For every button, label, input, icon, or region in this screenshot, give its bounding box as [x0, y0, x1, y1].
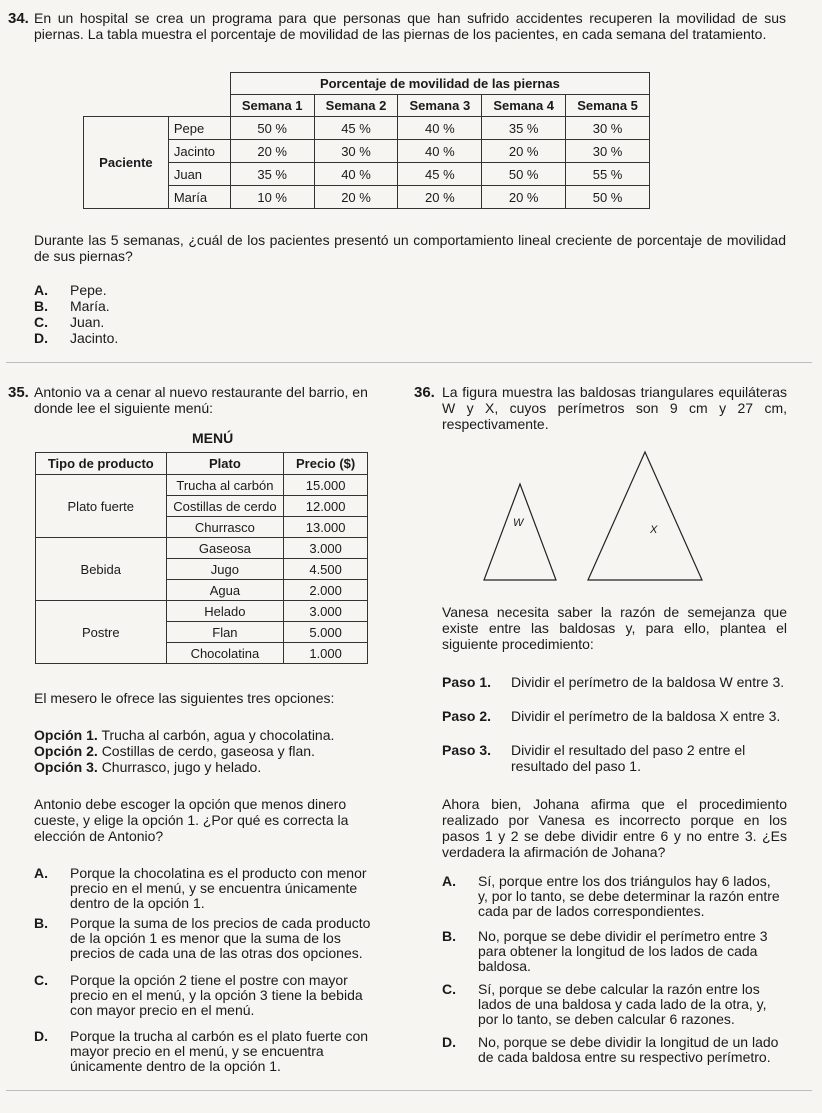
option-text: No, porque se debe dividir el perímetro entre 3 para obtener la longitud de los lados de cada baldosa. — [478, 928, 768, 974]
option-letter: B. — [34, 298, 48, 314]
patient-name: Juan — [168, 163, 230, 186]
triangle-x-label: X — [650, 524, 658, 536]
option-34-d[interactable] — [34, 331, 334, 346]
week-header: Semana 5 — [566, 95, 650, 117]
option-letter: B. — [442, 928, 456, 944]
dish-name: Chocolatina — [166, 643, 284, 664]
option-letter: A. — [34, 865, 48, 881]
option-35-c[interactable] — [34, 973, 379, 1019]
offer-label: Opción 2. — [34, 743, 98, 759]
step-text: Dividir el perímetro de la baldosa W entre 3. — [511, 674, 785, 690]
dish-price: 1.000 — [284, 643, 368, 664]
dish-name: Costillas de cerdo — [166, 496, 284, 517]
step-label: Paso 3. — [442, 742, 492, 758]
table-cell: 35 % — [482, 117, 566, 140]
option-36-d[interactable] — [442, 1035, 787, 1081]
option-text: Porque la trucha al carbón es el plato fuerte con mayor precio en el menú, y se encuentra únicamente dentro de la opción 1. — [70, 1028, 369, 1074]
triangle-w-label: W — [513, 517, 524, 529]
dish-name: Gaseosa — [166, 538, 284, 559]
table-cell: 20 % — [230, 140, 314, 163]
dish-price: 13.000 — [284, 517, 368, 538]
question-36-number: 36. — [414, 384, 435, 401]
dish-price: 3.000 — [284, 538, 368, 559]
table-cell: 30 % — [314, 140, 398, 163]
table-cell: 55 % — [566, 163, 650, 186]
table-row — [36, 475, 368, 496]
table-cell: 50 % — [482, 163, 566, 186]
table-cell: 30 % — [566, 117, 650, 140]
dish-name: Trucha al carbón — [166, 475, 284, 496]
table-cell: 30 % — [566, 140, 650, 163]
option-letter: D. — [34, 330, 48, 346]
triangle-w — [484, 484, 556, 580]
waiter-text: El mesero le ofrece las siguientes tres opciones: — [34, 690, 335, 706]
option-36-b[interactable] — [442, 929, 787, 975]
option-text: No, porque se debe dividir la longitud de un lado de cada baldosa entre su respectivo perímetro. — [478, 1034, 779, 1065]
option-35-b[interactable] — [34, 916, 379, 962]
question-34-number: 34. — [8, 10, 29, 27]
table-cell: 20 % — [398, 186, 482, 209]
option-36-c[interactable] — [442, 982, 787, 1028]
offer-text: Churrasco, jugo y helado. — [101, 759, 262, 775]
week-header: Semana 3 — [398, 95, 482, 117]
table-cell: 35 % — [230, 163, 314, 186]
option-text: Sí, porque entre los dos triángulos hay 6 lados, y, por lo tanto, se debe determinar la razón entre cada par de lados correspondientes. — [478, 873, 780, 919]
table-cell: 40 % — [398, 140, 482, 163]
option-letter: C. — [34, 972, 48, 988]
table-row — [84, 163, 650, 186]
dish-price: 4.500 — [284, 559, 368, 580]
option-35-a[interactable] — [34, 866, 379, 912]
offer-label: Opción 3. — [34, 759, 98, 775]
table-cell: 20 % — [482, 140, 566, 163]
dish-price: 15.000 — [284, 475, 368, 496]
step-text: Dividir el perímetro de la baldosa X entre 3. — [511, 708, 781, 724]
dish-price: 12.000 — [284, 496, 368, 517]
product-type: Postre — [36, 601, 167, 664]
question-34-prompt: Durante las 5 semanas, ¿cuál de los pacientes presentó un comportamiento lineal creciente de porcentaje de movilidad de sus piernas? — [34, 232, 786, 264]
table-row — [84, 186, 650, 209]
dish-name: Helado — [166, 601, 284, 622]
menu-header: Plato — [166, 453, 284, 475]
option-text: Juan. — [70, 314, 105, 330]
question-36-prompt: Ahora bien, Johana afirma que el procedimiento realizado por Vanesa es incorrecto porque en los pasos 1 y 2 se debe dividir entre 6 y no entre 3. ¿Es verdadera la afirmación de Johana? — [442, 796, 787, 860]
table-cell: 50 % — [230, 117, 314, 140]
table-cell: 45 % — [314, 117, 398, 140]
option-letter: B. — [34, 915, 48, 931]
dish-name: Agua — [166, 580, 284, 601]
question-34-intro: En un hospital se crea un programa para que personas que han sufrido accidentes recuperen la movilidad de sus piernas. La tabla muestra el porcentaje de movilidad de las piernas de los pacientes, en cada semana del tratamiento. — [34, 10, 786, 42]
menu-header: Precio ($) — [284, 453, 368, 475]
offer-text: Costillas de cerdo, gaseosa y flan. — [101, 743, 315, 759]
option-34-c[interactable] — [34, 315, 334, 330]
option-text: Sí, porque se debe calcular la razón entre los lados de una baldosa y cada lado de la otra, y, por lo tanto, se deben calcular 6 razones. — [478, 981, 767, 1027]
option-34-b[interactable] — [34, 299, 334, 314]
option-text: Pepe. — [70, 282, 107, 298]
table-cell: 10 % — [230, 186, 314, 209]
table-row — [84, 117, 650, 140]
table-cell: 40 % — [314, 163, 398, 186]
dish-name: Jugo — [166, 559, 284, 580]
table-cell: 40 % — [398, 117, 482, 140]
section-divider — [6, 362, 812, 363]
table-cell: 45 % — [398, 163, 482, 186]
option-letter: D. — [442, 1034, 456, 1050]
procedure-intro: Vanesa necesita saber la razón de semejanza que existe entre las baldosas y, para ello, plantea el siguiente procedimiento: — [442, 604, 787, 652]
option-letter: A. — [34, 282, 48, 298]
triangles-figure — [470, 440, 720, 590]
question-35-prompt: Antonio debe escoger la opción que menos dinero cueste, y elige la opción 1. ¿Por qué es correcta la elección de Antonio? — [34, 796, 349, 844]
patient-group-label: Paciente — [84, 117, 169, 209]
menu-title: MENÚ — [192, 430, 234, 446]
dish-price: 5.000 — [284, 622, 368, 643]
week-header: Semana 2 — [314, 95, 398, 117]
option-text: María. — [70, 298, 110, 314]
table-row — [36, 538, 368, 559]
table-corner — [84, 73, 231, 117]
step-label: Paso 1. — [442, 674, 492, 690]
offer-3 — [34, 759, 379, 775]
option-letter: A. — [442, 873, 456, 889]
option-letter: D. — [34, 1028, 48, 1044]
week-header: Semana 4 — [482, 95, 566, 117]
table-cell: 20 % — [314, 186, 398, 209]
question-36-intro: La figura muestra las baldosas triangulares equiláteras W y X, cuyos perímetros son 9 cm y 27 cm, respectivamente. — [442, 384, 787, 432]
table-cell: 20 % — [482, 186, 566, 209]
option-letter: C. — [442, 981, 456, 997]
step-text: Dividir el resultado del paso 2 entre el resultado del paso 1. — [511, 742, 746, 774]
table-row — [36, 601, 368, 622]
mobility-table — [83, 72, 650, 209]
menu-table — [35, 452, 368, 664]
product-type: Plato fuerte — [36, 475, 167, 538]
question-35-number: 35. — [8, 384, 29, 401]
patient-name: María — [168, 186, 230, 209]
option-text: Jacinto. — [70, 330, 119, 346]
option-letter: C. — [34, 314, 48, 330]
option-36-a[interactable] — [442, 874, 787, 920]
week-header: Semana 1 — [230, 95, 314, 117]
patient-name: Jacinto — [168, 140, 230, 163]
triangle-x — [588, 452, 702, 580]
offer-1 — [34, 727, 379, 743]
option-text: Porque la chocolatina es el producto con menor precio en el menú, y se encuentra únicamente dentro de la opción 1. — [70, 865, 367, 911]
patient-name: Pepe — [168, 117, 230, 140]
table-title: Porcentaje de movilidad de las piernas — [230, 73, 649, 95]
table-row — [84, 140, 650, 163]
question-35-intro: Antonio va a cenar al nuevo restaurante del barrio, en donde lee el siguiente menú: — [34, 384, 368, 416]
dish-name: Churrasco — [166, 517, 284, 538]
step-label: Paso 2. — [442, 708, 492, 724]
dish-price: 3.000 — [284, 601, 368, 622]
option-35-d[interactable] — [34, 1029, 379, 1075]
bottom-divider — [6, 1090, 812, 1091]
offer-2 — [34, 743, 379, 759]
option-34-a[interactable] — [34, 283, 334, 298]
dish-price: 2.000 — [284, 580, 368, 601]
offer-text: Trucha al carbón, agua y chocolatina. — [101, 727, 335, 743]
product-type: Bebida — [36, 538, 167, 601]
table-cell: 50 % — [566, 186, 650, 209]
menu-header: Tipo de producto — [36, 453, 167, 475]
option-text: Porque la opción 2 tiene el postre con mayor precio en el menú, y la opción 3 tiene la bebida con mayor precio en el menú. — [70, 972, 363, 1018]
offer-label: Opción 1. — [34, 727, 98, 743]
option-text: Porque la suma de los precios de cada producto de la opción 1 es menor que la suma de los precios de cada una de las otras dos opciones. — [70, 915, 371, 961]
dish-name: Flan — [166, 622, 284, 643]
